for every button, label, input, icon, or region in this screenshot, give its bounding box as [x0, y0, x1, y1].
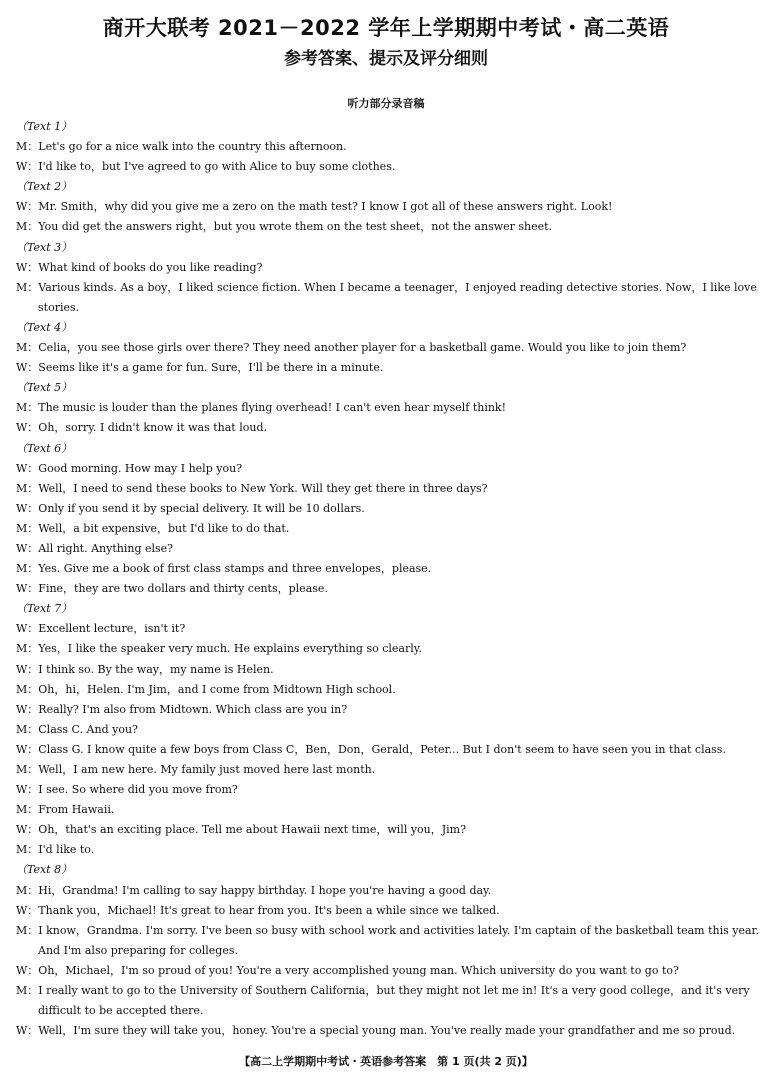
transcript-line: M：From Hawaii.: [16, 803, 115, 817]
transcript-line: W：All right. Anything else?: [16, 541, 174, 555]
transcript-line: M：Class C. And you?: [16, 722, 138, 736]
document-subtitle: 参考答案、提示及评分细则: [284, 49, 488, 69]
transcript-line: W：Fine，they are two dollars and thirty cents，please.: [16, 582, 328, 596]
transcript-line: W：Thank you，Michael! It's great to hear from you. It's been a while since we talked.: [16, 903, 500, 917]
transcript-line: W：I see. So where did you move from?: [16, 783, 238, 797]
text-label: （Text 3）: [16, 240, 73, 254]
transcript-line: M：I really want to go to the University of Southern California，but they might not let me in! It's a very good college，and it's very: [16, 984, 750, 998]
transcript-line: M：Well，I need to send these books to New York. Will they get there in three days?: [16, 481, 488, 495]
transcript-line: M：Celia，you see those girls over there? They need another player for a basketball game. Would you like to join them?: [16, 341, 687, 355]
transcript-line: M：Well，a bit expensive，but I'd like to do that.: [16, 521, 290, 535]
page-footer: 【高二上学期期中考试・英语参考答案 第 1 页(共 2 页)】: [239, 1055, 533, 1068]
section-title: 听力部分录音稿: [347, 97, 425, 110]
text-label: （Text 7）: [16, 602, 73, 616]
transcript-line: W：Only if you send it by special delivery. It will be 10 dollars.: [16, 501, 365, 515]
transcript-line: M：Yes. Give me a book of first class stamps and three envelopes，please.: [16, 562, 432, 576]
transcript-line: W：Well，I'm sure they will take you，honey. You're a special young man. You've really made your grandfather and me so proud.: [16, 1024, 736, 1038]
transcript-line: W：Oh，Michael，I'm so proud of you! You're a very accomplished young man. Which university do you want to go to?: [16, 963, 679, 977]
transcript-line: W：Really? I'm also from Midtown. Which class are you in?: [16, 702, 348, 716]
document-title: 商开大联考 2021－2022 学年上学期期中考试・高二英语: [102, 16, 670, 40]
transcript-line: W：Good morning. How may I help you?: [16, 461, 243, 475]
transcript-line: W：Oh，sorry. I didn't know it was that loud.: [16, 421, 267, 435]
transcript-line: M：Hi，Grandma! I'm calling to say happy birthday. I hope you're having a good day.: [16, 883, 492, 897]
transcript-line: W：Class G. I know quite a few boys from Class C，Ben，Don，Gerald，Peter... But I don't seem to have seen you in that class.: [16, 742, 726, 756]
transcript-continuation: difficult to be accepted there.: [38, 1004, 204, 1018]
transcript-line: W：Mr. Smith，why did you give me a zero on the math test? I know I got all of these answers right. Look!: [16, 200, 613, 214]
text-label: （Text 2）: [16, 180, 73, 194]
text-label: （Text 6）: [16, 441, 73, 455]
transcript-line: M：Let's go for a nice walk into the country this afternoon.: [16, 140, 347, 154]
transcript-line: W：I think so. By the way，my name is Helen.: [16, 662, 274, 676]
transcript-line: W：Oh，that's an exciting place. Tell me about Hawaii next time，will you，Jim?: [16, 823, 467, 837]
text-label: （Text 5）: [16, 381, 73, 395]
transcript-line: M：I know，Grandma. I'm sorry. I've been so busy with school work and activities lately. I'm captain of the basketball team this year.: [16, 923, 760, 937]
text-label: （Text 1）: [16, 120, 73, 133]
transcript-continuation: stories.: [38, 300, 80, 314]
transcript-line: M：Oh，hi，Helen. I'm Jim，and I come from Midtown High school.: [16, 682, 396, 696]
transcript-line: M：Yes，I like the speaker very much. He explains everything so clearly.: [16, 642, 422, 656]
transcript-line: M：Various kinds. As a boy，I liked science fiction. When I became a teenager，I enjoyed reading detective stories. Now，I like love: [16, 280, 757, 294]
transcript-line: M：Well，I am new here. My family just moved here last month.: [16, 763, 376, 776]
transcript-line: W：Excellent lecture，isn't it?: [16, 622, 186, 636]
transcript-line: M：The music is louder than the planes flying overhead! I can't even hear myself think!: [16, 401, 507, 415]
transcript-line: M：You did get the answers right，but you wrote them on the test sheet，not the answer sheet.: [16, 220, 553, 234]
transcript-line: M：I'd like to.: [16, 843, 95, 857]
transcript-line: W：Seems like it's a game for fun. Sure，I'll be there in a minute.: [16, 361, 384, 375]
transcript-line: W：What kind of books do you like reading?: [16, 260, 263, 274]
text-label: （Text 8）: [16, 863, 73, 877]
transcript-line: W：I'd like to，but I've agreed to go with Alice to buy some clothes.: [16, 160, 396, 174]
text-label: （Text 4）: [16, 320, 73, 334]
transcript-continuation: And I'm also preparing for colleges.: [38, 943, 238, 957]
transcript: [16, 117, 762, 1041]
